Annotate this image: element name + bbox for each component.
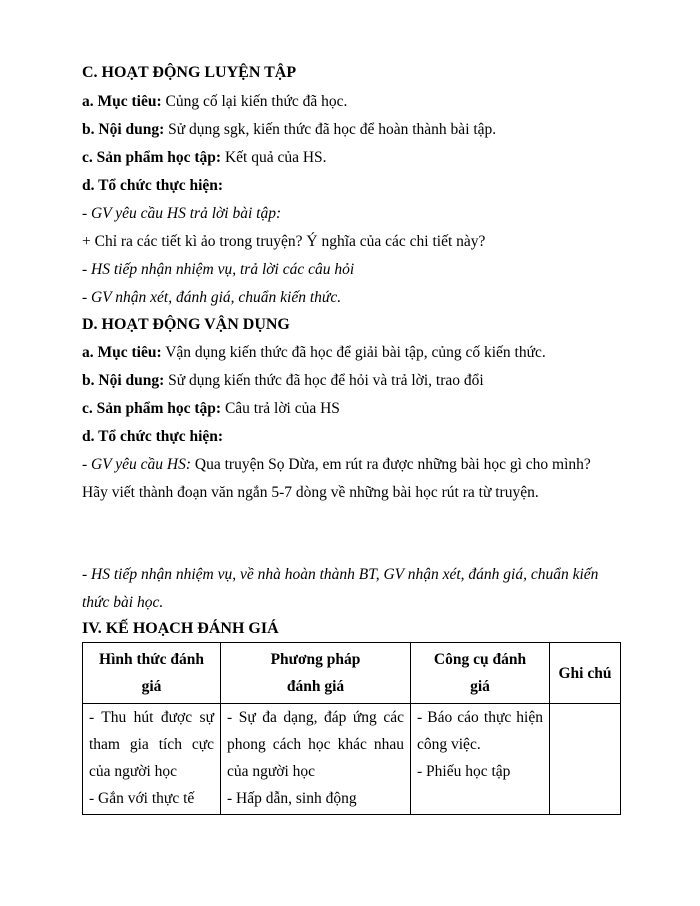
- cell-item: - Phiếu học tập: [417, 763, 511, 780]
- table-header-row: [83, 643, 621, 704]
- section-d-product: [82, 400, 340, 418]
- section-d-objective: [82, 344, 546, 362]
- table-cell-method: [221, 704, 411, 815]
- section-c-objective: [82, 93, 347, 111]
- content-text: Sử dụng sgk, kiến thức đã học để hoàn thành bài tập.: [164, 121, 497, 138]
- section-d-organize: d. Tổ chức thực hiện:: [82, 428, 224, 445]
- assessment-plan-table: [82, 642, 621, 815]
- objective-label: a. Mục tiêu:: [82, 344, 162, 361]
- section-c-line-2: + Chỉ ra các tiết kì ảo trong truyện? Ý nghĩa của các chi tiết này?: [82, 233, 486, 250]
- section-c-line-1: - GV yêu cầu HS trả lời bài tập:: [82, 205, 282, 222]
- section-c-organize: d. Tổ chức thực hiện:: [82, 177, 224, 194]
- table-header-note: [550, 643, 621, 704]
- product-text: Kết quả của HS.: [221, 149, 327, 166]
- table-header-form: [83, 643, 221, 704]
- section-d-heading: D. HOẠT ĐỘNG VẬN DỤNG: [82, 316, 290, 333]
- table-row: [83, 704, 621, 815]
- section-iv-heading: IV. KẾ HOẠCH ĐÁNH GIÁ: [82, 620, 279, 637]
- section-d-follow-1: - HS tiếp nhận nhiệm vụ, về nhà hoàn thành BT, GV nhận xét, đánh giá, chuẩn kiến: [82, 566, 599, 583]
- section-d-task: [82, 456, 591, 474]
- header-line: giá: [141, 678, 162, 695]
- content-label: b. Nội dung:: [82, 372, 165, 389]
- content-text: Sử dụng kiến thức đã học để hỏi và trả lời, trao đổi: [164, 372, 484, 389]
- section-d-follow-2: thức bài học.: [82, 594, 164, 611]
- header-line: giá: [470, 678, 490, 695]
- header-line: Phương pháp: [270, 651, 361, 668]
- cell-item: - Thu hút được sự tham gia tích cực của người học: [89, 709, 214, 780]
- section-c-content: [82, 121, 496, 139]
- table-cell-tool: [411, 704, 550, 815]
- product-text: Câu trả lời của HS: [221, 400, 340, 417]
- cell-item: - Báo cáo thực hiện công việc.: [417, 709, 543, 753]
- header-line: Ghi chú: [558, 664, 612, 682]
- product-label: c. Sản phẩm học tập:: [82, 149, 222, 166]
- table-header-method: [221, 643, 411, 704]
- objective-text: Củng cố lại kiến thức đã học.: [161, 93, 348, 110]
- table-header-tool: [411, 643, 550, 704]
- objective-label: a. Mục tiêu:: [82, 93, 162, 110]
- header-line: Công cụ đánh: [433, 651, 527, 668]
- section-c-product: [82, 149, 327, 167]
- section-d-task-2: Hãy viết thành đoạn văn ngắn 5-7 dòng về những bài học rút ra từ truyện.: [82, 484, 539, 501]
- objective-text: Vận dụng kiến thức đã học để giải bài tập, củng cố kiến thức.: [161, 344, 546, 361]
- section-c-line-3: - HS tiếp nhận nhiệm vụ, trả lời các câu hỏi: [82, 261, 355, 278]
- header-line: đánh giá: [286, 678, 345, 695]
- content-label: b. Nội dung:: [82, 121, 165, 138]
- task-lead: - GV yêu cầu HS:: [82, 456, 192, 473]
- header-line: Hình thức đánh: [99, 651, 204, 668]
- table-cell-note: [550, 704, 621, 815]
- table-cell-form: [83, 704, 221, 815]
- cell-item: - Gắn với thực tế: [89, 790, 195, 807]
- task-text: Qua truyện Sọ Dừa, em rút ra được những bài học gì cho mình?: [191, 456, 591, 473]
- cell-item: - Hấp dẫn, sinh động: [227, 790, 357, 807]
- section-c-line-4: - GV nhận xét, đánh giá, chuẩn kiến thức.: [82, 289, 342, 306]
- product-label: c. Sản phẩm học tập:: [82, 400, 222, 417]
- cell-item: - Sự đa dạng, đáp ứng các phong cách học khác nhau của người học: [227, 709, 404, 780]
- section-c-heading: C. HOẠT ĐỘNG LUYỆN TẬP: [82, 64, 297, 81]
- section-d-content: [82, 372, 484, 390]
